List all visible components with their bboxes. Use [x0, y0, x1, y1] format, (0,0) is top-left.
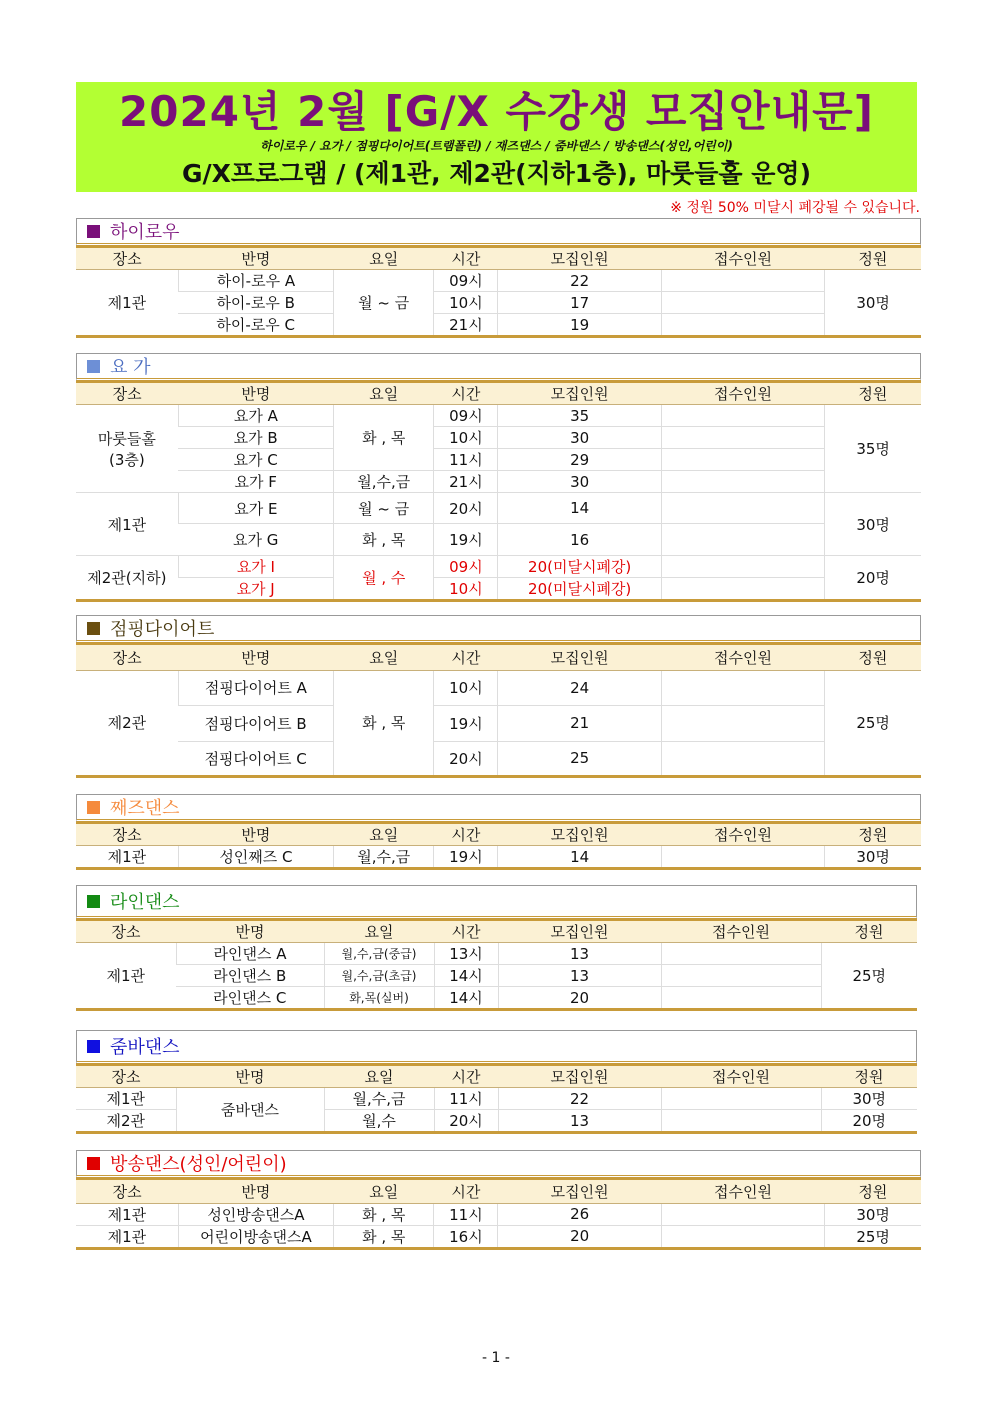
day-cell: 화 , 목	[334, 670, 434, 776]
capacity-cell: 30명	[825, 493, 921, 556]
day-cell: 월,수	[324, 1110, 434, 1133]
time-cell: 16시	[434, 1225, 498, 1248]
place-cell	[76, 405, 178, 493]
header-class: 반명	[178, 382, 333, 405]
square-bullet-icon	[87, 895, 100, 908]
time-cell: 20시	[434, 493, 498, 524]
time-cell: 09시	[434, 556, 498, 578]
day-cell: 월,수,금	[334, 471, 434, 493]
place-cell: 제1관	[76, 1203, 178, 1225]
program-list: 하이로우 / 요가 / 점핑다이어트(트램폴린) / 재즈댄스 / 줌바댄스 / 방송댄스(성인,어린이)	[260, 139, 733, 153]
header-registered: 접수인원	[661, 644, 824, 670]
header-registered: 접수인원	[661, 920, 821, 943]
square-bullet-icon	[87, 225, 100, 238]
registered-cell	[661, 524, 824, 556]
recruit-cell: 13	[498, 943, 661, 965]
recruit-cell: 26	[498, 1203, 661, 1225]
section-jumping	[76, 615, 921, 778]
page-title: 2024년 2월 [G/X 수강생 모집안내문]	[119, 87, 874, 136]
header-time: 시간	[434, 1065, 498, 1088]
section-header	[76, 353, 921, 381]
table-row	[76, 556, 921, 578]
title-banner	[76, 82, 917, 192]
capacity-cell: 30명	[825, 846, 921, 869]
class-cell: 하이-로우 B	[178, 292, 333, 314]
place-cell: 제2관	[76, 1110, 176, 1133]
section-title: 째즈댄스	[110, 798, 180, 819]
recruit-cell: 20	[498, 1225, 661, 1248]
table-row	[76, 1225, 921, 1248]
table-row	[76, 670, 921, 705]
header-class: 반명	[176, 1065, 324, 1088]
registered-cell	[661, 405, 824, 427]
section-header	[76, 1150, 921, 1178]
recruit-cell: 24	[498, 670, 661, 705]
capacity-cell: 35명	[825, 405, 921, 493]
capacity-cell: 30명	[825, 270, 921, 337]
place-cell: 제1관	[76, 846, 178, 869]
recruit-cell: 19	[498, 314, 661, 337]
registered-cell	[661, 1225, 824, 1248]
time-cell: 11시	[434, 449, 498, 471]
place-floor: (3층)	[108, 450, 145, 469]
place-cell: 제2관(지하)	[76, 556, 178, 601]
square-bullet-icon	[87, 360, 100, 373]
table-row	[76, 705, 921, 741]
table-row	[76, 270, 921, 292]
header-registered: 접수인원	[661, 247, 824, 270]
header-class: 반명	[178, 1179, 333, 1203]
day-cell: 월 ~ 금	[334, 270, 434, 337]
section-title: 요 가	[110, 357, 151, 378]
table-row	[76, 987, 917, 1010]
table-header-row	[76, 1179, 921, 1203]
header-day: 요일	[334, 644, 434, 670]
section-title: 점핑다이어트	[110, 619, 215, 640]
square-bullet-icon	[87, 622, 100, 635]
header-registered: 접수인원	[661, 382, 824, 405]
class-cell: 성인방송댄스A	[178, 1203, 333, 1225]
day-cell: 화 , 목	[334, 1225, 434, 1248]
registered-cell	[661, 493, 824, 524]
header-capacity: 정원	[825, 1179, 921, 1203]
schedule-table	[76, 1178, 921, 1250]
registered-cell	[661, 449, 824, 471]
registered-cell	[661, 314, 824, 337]
header-class: 반명	[178, 644, 333, 670]
class-cell: 요가 E	[178, 493, 333, 524]
header-registered: 접수인원	[661, 1179, 824, 1203]
registered-cell	[661, 670, 824, 705]
time-cell: 10시	[434, 578, 498, 601]
schedule-table	[76, 246, 921, 338]
schedule-table	[76, 822, 921, 870]
header-time: 시간	[434, 247, 498, 270]
day-cell: 화 , 목	[334, 524, 434, 556]
day-cell: 월,수,금(초급)	[324, 965, 434, 987]
table-header-row	[76, 1065, 917, 1088]
header-place: 장소	[76, 382, 178, 405]
time-cell: 14시	[434, 987, 498, 1010]
time-cell: 09시	[434, 270, 498, 292]
table-row	[76, 965, 917, 987]
header-place: 장소	[76, 920, 176, 943]
header-registered: 접수인원	[661, 1065, 821, 1088]
schedule-table	[76, 643, 921, 778]
place-cell: 제1관	[76, 1088, 176, 1110]
table-header-row	[76, 382, 921, 405]
registered-cell	[661, 270, 824, 292]
section-line-dance	[76, 885, 917, 1011]
section-title: 방송댄스(성인/어린이)	[110, 1154, 287, 1175]
time-cell: 21시	[434, 314, 498, 337]
section-jazz	[76, 794, 921, 870]
recruit-cell: 21	[498, 705, 661, 741]
day-cell: 화 , 목	[334, 405, 434, 471]
recruit-cell: 20	[498, 987, 661, 1010]
time-cell: 21시	[434, 471, 498, 493]
registered-cell	[661, 1110, 821, 1133]
section-header	[76, 218, 921, 246]
class-cell: 점핑다이어트 B	[178, 705, 333, 741]
header-place: 장소	[76, 247, 178, 270]
header-place: 장소	[76, 1065, 176, 1088]
class-cell: 라인댄스 C	[176, 987, 324, 1010]
time-cell: 09시	[434, 405, 498, 427]
table-row	[76, 314, 921, 337]
table-header-row	[76, 644, 921, 670]
recruit-cell: 14	[498, 493, 661, 524]
header-recruit: 모집인원	[498, 644, 661, 670]
header-day: 요일	[334, 1179, 434, 1203]
recruit-cell: 20(미달시폐강)	[498, 556, 661, 578]
header-place: 장소	[76, 823, 178, 846]
capacity-cell: 25명	[825, 670, 921, 776]
header-place: 장소	[76, 644, 178, 670]
registered-cell	[661, 427, 824, 449]
header-recruit: 모집인원	[498, 920, 661, 943]
table-row	[76, 524, 921, 556]
square-bullet-icon	[87, 1040, 100, 1053]
registered-cell	[661, 556, 824, 578]
day-cell: 월,수,금(중급)	[324, 943, 434, 965]
registered-cell	[661, 846, 824, 869]
section-broadcast-dance	[76, 1150, 921, 1250]
header-capacity: 정원	[825, 823, 921, 846]
class-cell: 요가 G	[178, 524, 333, 556]
table-row	[76, 1203, 921, 1225]
class-cell: 하이-로우 A	[178, 270, 333, 292]
day-cell: 화 , 목	[334, 1203, 434, 1225]
recruit-cell: 29	[498, 449, 661, 471]
registered-cell	[661, 705, 824, 741]
recruit-cell: 35	[498, 405, 661, 427]
day-cell: 월,수,금	[334, 846, 434, 869]
section-yoga	[76, 353, 921, 602]
section-title: 줌바댄스	[110, 1037, 180, 1058]
section-hilo	[76, 218, 921, 338]
square-bullet-icon	[87, 801, 100, 814]
registered-cell	[661, 943, 821, 965]
class-cell: 성인째즈 C	[178, 846, 333, 869]
header-capacity: 정원	[825, 644, 921, 670]
capacity-cell: 30명	[821, 1088, 917, 1110]
time-cell: 11시	[434, 1203, 498, 1225]
recruit-cell: 13	[498, 965, 661, 987]
registered-cell	[661, 578, 824, 601]
day-cell: 월 , 수	[334, 556, 434, 601]
table-row	[76, 578, 921, 601]
recruit-cell: 17	[498, 292, 661, 314]
class-cell: 요가 B	[178, 427, 333, 449]
section-header	[76, 794, 921, 822]
registered-cell	[661, 987, 821, 1010]
header-class: 반명	[178, 823, 333, 846]
header-time: 시간	[434, 382, 498, 405]
header-place: 장소	[76, 1179, 178, 1203]
square-bullet-icon	[87, 1157, 100, 1170]
table-row	[76, 449, 921, 471]
table-row	[76, 846, 921, 869]
table-header-row	[76, 920, 917, 943]
section-zumba	[76, 1030, 917, 1134]
header-capacity: 정원	[825, 382, 921, 405]
registered-cell	[661, 741, 824, 776]
table-row	[76, 741, 921, 776]
section-header	[76, 1030, 917, 1064]
registered-cell	[661, 292, 824, 314]
time-cell: 20시	[434, 1110, 498, 1133]
day-cell: 월 ~ 금	[334, 493, 434, 524]
section-header	[76, 885, 917, 919]
time-cell: 19시	[434, 705, 498, 741]
class-cell: 라인댄스 A	[176, 943, 324, 965]
recruit-cell: 20(미달시폐강)	[498, 578, 661, 601]
class-cell: 요가 I	[178, 556, 333, 578]
table-row	[76, 471, 921, 493]
table-header-row	[76, 823, 921, 846]
registered-cell	[661, 471, 824, 493]
place-cell: 제1관	[76, 270, 178, 337]
closure-notice: ※ 정원 50% 미달시 폐강될 수 있습니다.	[670, 200, 920, 216]
capacity-cell: 20명	[821, 1110, 917, 1133]
class-cell: 점핑다이어트 A	[178, 670, 333, 705]
header-time: 시간	[434, 1179, 498, 1203]
header-day: 요일	[334, 382, 434, 405]
section-header	[76, 615, 921, 643]
table-row	[76, 493, 921, 524]
place-cell: 제2관	[76, 670, 178, 776]
header-registered: 접수인원	[661, 823, 824, 846]
header-recruit: 모집인원	[498, 382, 661, 405]
registered-cell	[661, 965, 821, 987]
time-cell: 10시	[434, 670, 498, 705]
header-recruit: 모집인원	[498, 247, 661, 270]
time-cell: 13시	[434, 943, 498, 965]
capacity-cell: 25명	[825, 1225, 921, 1248]
schedule-table	[76, 1064, 917, 1134]
recruit-cell: 30	[498, 427, 661, 449]
place-cell: 제1관	[76, 1225, 178, 1248]
class-cell: 줌바댄스	[176, 1088, 324, 1133]
time-cell: 19시	[434, 846, 498, 869]
section-title: 하이로우	[110, 222, 180, 243]
day-cell: 화,목(실버)	[324, 987, 434, 1010]
section-title: 라인댄스	[110, 892, 180, 913]
table-row	[76, 292, 921, 314]
header-recruit: 모집인원	[498, 823, 661, 846]
class-cell: 어린이방송댄스A	[178, 1225, 333, 1248]
header-time: 시간	[434, 644, 498, 670]
header-capacity: 정원	[821, 920, 917, 943]
recruit-cell: 16	[498, 524, 661, 556]
header-day: 요일	[334, 823, 434, 846]
time-cell: 10시	[434, 292, 498, 314]
header-capacity: 정원	[825, 247, 921, 270]
header-recruit: 모집인원	[498, 1065, 661, 1088]
header-time: 시간	[434, 920, 498, 943]
capacity-cell: 25명	[821, 943, 917, 1010]
place-cell: 제1관	[76, 493, 178, 556]
page-subtitle: G/X프로그램 / (제1관, 제2관(지하1층), 마룻들홀 운영)	[181, 159, 811, 188]
header-day: 요일	[334, 247, 434, 270]
registered-cell	[661, 1203, 824, 1225]
header-day: 요일	[324, 1065, 434, 1088]
time-cell: 14시	[434, 965, 498, 987]
header-capacity: 정원	[821, 1065, 917, 1088]
recruit-cell: 13	[498, 1110, 661, 1133]
class-cell: 요가 F	[178, 471, 333, 493]
place-name: 마룻들홀	[97, 429, 156, 448]
recruit-cell: 30	[498, 471, 661, 493]
recruit-cell: 22	[498, 270, 661, 292]
class-cell: 점핑다이어트 C	[178, 741, 333, 776]
recruit-cell: 14	[498, 846, 661, 869]
class-cell: 요가 A	[178, 405, 333, 427]
table-header-row	[76, 247, 921, 270]
recruit-cell: 22	[498, 1088, 661, 1110]
recruit-cell: 25	[498, 741, 661, 776]
schedule-table	[76, 919, 917, 1011]
class-cell: 라인댄스 B	[176, 965, 324, 987]
capacity-cell: 20명	[825, 556, 921, 601]
class-cell: 요가 J	[178, 578, 333, 601]
schedule-table	[76, 381, 921, 602]
registered-cell	[661, 1088, 821, 1110]
table-row	[76, 943, 917, 965]
time-cell: 10시	[434, 427, 498, 449]
time-cell: 11시	[434, 1088, 498, 1110]
header-time: 시간	[434, 823, 498, 846]
header-class: 반명	[178, 247, 333, 270]
header-day: 요일	[324, 920, 434, 943]
table-row	[76, 405, 921, 427]
class-cell: 요가 C	[178, 449, 333, 471]
header-recruit: 모집인원	[498, 1179, 661, 1203]
table-row	[76, 1088, 917, 1110]
time-cell: 20시	[434, 741, 498, 776]
page-number: - 1 -	[482, 1350, 510, 1366]
time-cell: 19시	[434, 524, 498, 556]
class-cell: 하이-로우 C	[178, 314, 333, 337]
capacity-cell: 30명	[825, 1203, 921, 1225]
header-class: 반명	[176, 920, 324, 943]
place-cell: 제1관	[76, 943, 176, 1010]
table-row	[76, 427, 921, 449]
day-cell: 월,수,금	[324, 1088, 434, 1110]
